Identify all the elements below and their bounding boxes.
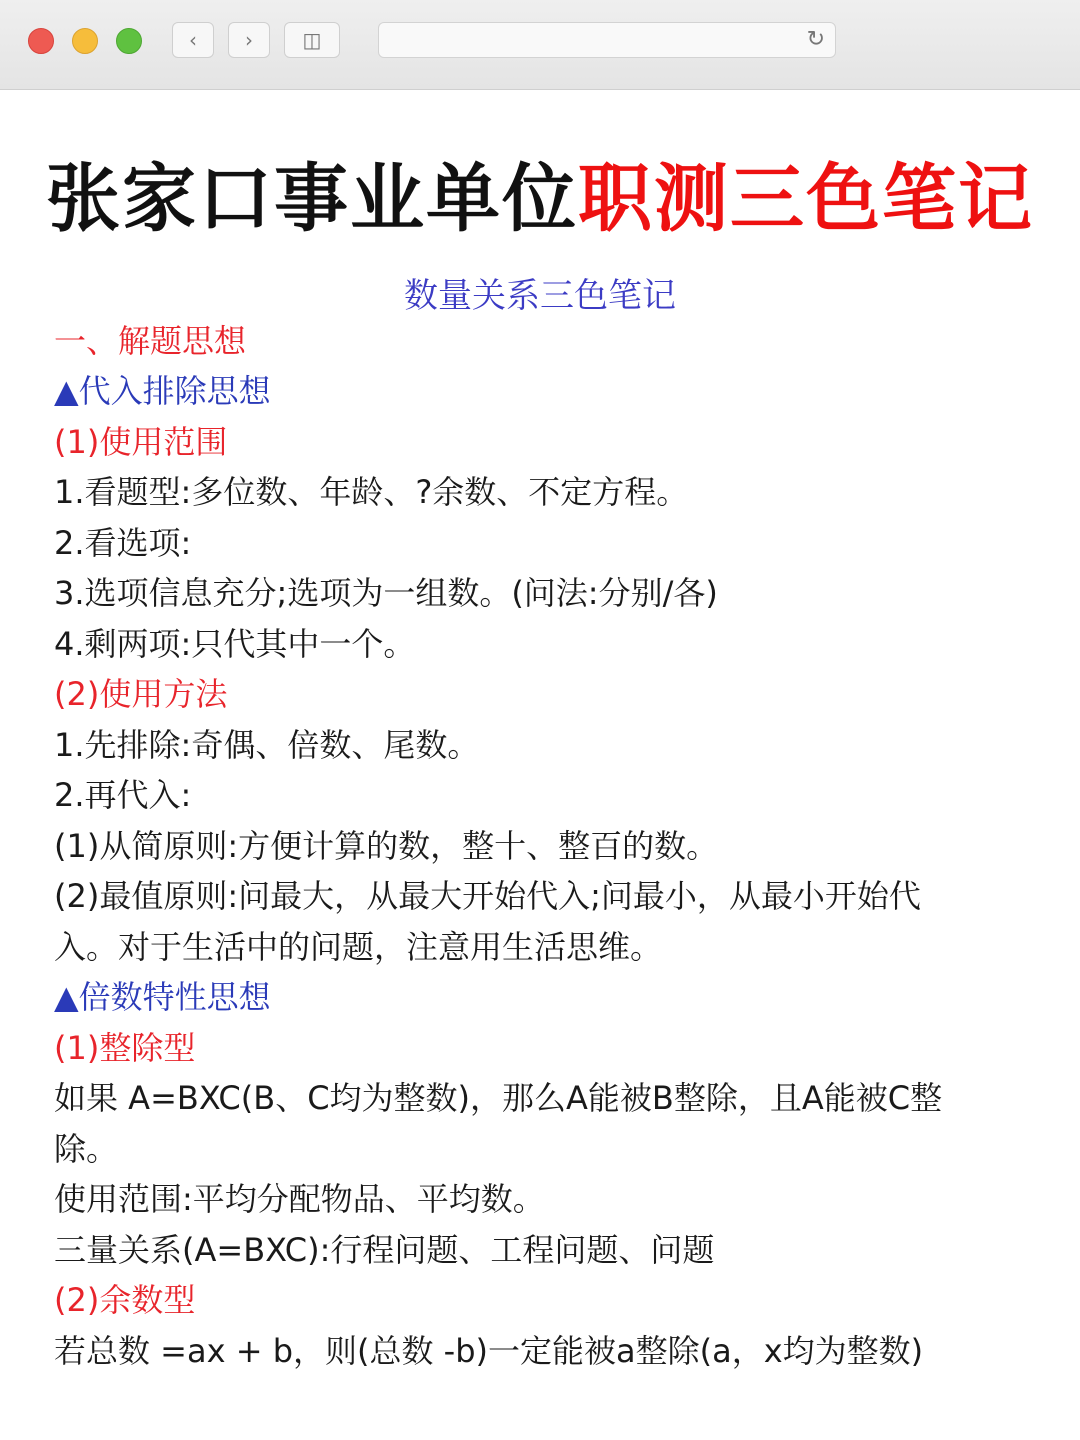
note-line: (2)最值原则:问最大，从最大开始代入;问最小，从最小开始代 [54, 877, 921, 915]
back-button[interactable] [172, 22, 214, 58]
note-line: 3.选项信息充分;选项为一组数。(问法:分别/各) [54, 574, 718, 612]
note-line: 2.再代入: [54, 776, 192, 814]
browser-toolbar [0, 0, 1080, 90]
page-title [0, 140, 1080, 246]
note-line: 若总数 =ax + b，则(总数 -b)一定能被a整除(a，x均为整数) [54, 1332, 924, 1370]
note-line: (1)整除型 [54, 1029, 196, 1067]
minimize-window-button[interactable] [72, 28, 98, 54]
reload-icon[interactable]: ↻ [806, 27, 825, 52]
page-subtitle: 数量关系三色笔记 [404, 276, 676, 316]
note-line: (2)使用方法 [54, 675, 228, 713]
note-line: 除。 [54, 1130, 119, 1168]
chevron-right-icon: › [245, 28, 253, 52]
note-line: 1.看题型:多位数、年龄、?余数、不定方程。 [54, 473, 689, 511]
note-line: 使用范围:平均分配物品、平均数。 [54, 1180, 545, 1218]
note-line: (2)余数型 [54, 1281, 196, 1319]
maximize-window-button[interactable] [116, 28, 142, 54]
page-title-red: 职测三色笔记 [578, 156, 1034, 242]
note-line: 如果 A=BXC(B、C均为整数)，那么A能被B整除，且A能被C整 [54, 1079, 943, 1117]
note-line: ▲倍数特性思想 [54, 978, 271, 1016]
note-line: 1.先排除:奇偶、倍数、尾数。 [54, 726, 480, 764]
note-line: (1)使用范围 [54, 423, 228, 461]
sidebar-icon: ◫ [302, 28, 322, 52]
note-line: (1)从简原则:方便计算的数，整十、整百的数。 [54, 827, 719, 865]
forward-button[interactable] [228, 22, 270, 58]
page-title-black: 张家口事业单位 [46, 156, 578, 242]
note-line: ▲代入排除思想 [54, 372, 271, 410]
note-line: 三量关系(A=BXC):行程问题、工程问题、问题 [54, 1231, 715, 1269]
note-line: 4.剩两项:只代其中一个。 [54, 625, 416, 663]
close-window-button[interactable] [28, 28, 54, 54]
note-line: 2.看选项: [54, 524, 192, 562]
note-line: 一、解题思想 [54, 322, 247, 360]
chevron-left-icon: ‹ [189, 28, 197, 52]
sidebar-toggle-button[interactable] [284, 22, 340, 58]
note-line: 入。对于生活中的问题，注意用生活思维。 [54, 928, 663, 966]
address-bar[interactable] [378, 22, 836, 58]
